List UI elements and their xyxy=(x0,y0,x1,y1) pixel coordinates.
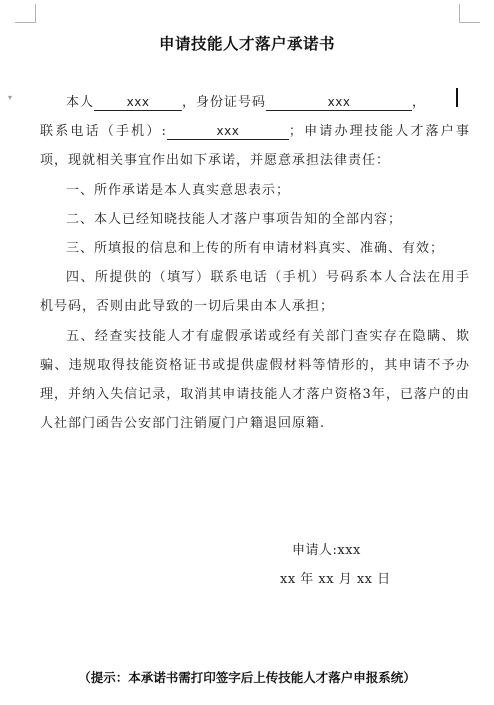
commitment-item-4: 四、所提供的（填写）联系电话（手机）号码系本人合法在用手机号码，否则由此导致的一切后果由本人承担； xyxy=(40,270,470,315)
id-end: ， xyxy=(412,95,427,110)
person-label: 本人 xyxy=(66,95,95,110)
phone-declaration-paragraph xyxy=(40,117,470,175)
crop-mark-top-right xyxy=(459,4,480,23)
phone-label: 联系电话（手机）: xyxy=(40,124,167,140)
commitment-item-3: 三、所填报的信息和上传的所有申请材料真实、准确、有效； xyxy=(66,241,445,257)
print-sign-note: （提示：本承诺书需打印签字后上传技能人才落户申报系统） xyxy=(78,670,416,685)
crop-mark-top-left xyxy=(15,4,36,23)
declaration-intro: ；申请办理技能人才落户事项，现就相关事宜作出如下承诺，并愿意承担法律责任： xyxy=(40,124,470,169)
name-field[interactable]: xxx xyxy=(94,94,182,111)
ruler-marker-icon: ▾ xyxy=(8,93,13,102)
applicant-info-line xyxy=(40,88,470,117)
id-label: ，身份证号码 xyxy=(182,95,267,110)
signature-date: xx 年 xx 月 xx 日 xyxy=(280,572,391,587)
signature-block xyxy=(280,536,391,594)
document-title: 申请技能人才落户承诺书 xyxy=(158,35,335,53)
applicant-signature: 申请人:xxx xyxy=(292,543,361,558)
id-number-field[interactable]: xxx xyxy=(266,94,412,111)
document-body[interactable] xyxy=(40,88,470,438)
commitment-item-2: 二、本人已经知晓技能人才落户事项告知的全部内容； xyxy=(66,211,403,227)
phone-field[interactable]: xxx xyxy=(167,123,289,140)
commitment-item-5: 五、经查实技能人才有虚假承诺或经有关部门查实存在隐瞒、欺骗、违规取得技能资格证书或提供虚假材料等情形的，其申请不予办理，并纳入失信记录，取消其申请技能人才落户资格3年，已落户的由人社部门函告公安部门注销厦门户籍退回原籍. xyxy=(40,328,470,432)
commitment-item-1: 一、所作承诺是本人真实意思表示； xyxy=(66,182,291,198)
